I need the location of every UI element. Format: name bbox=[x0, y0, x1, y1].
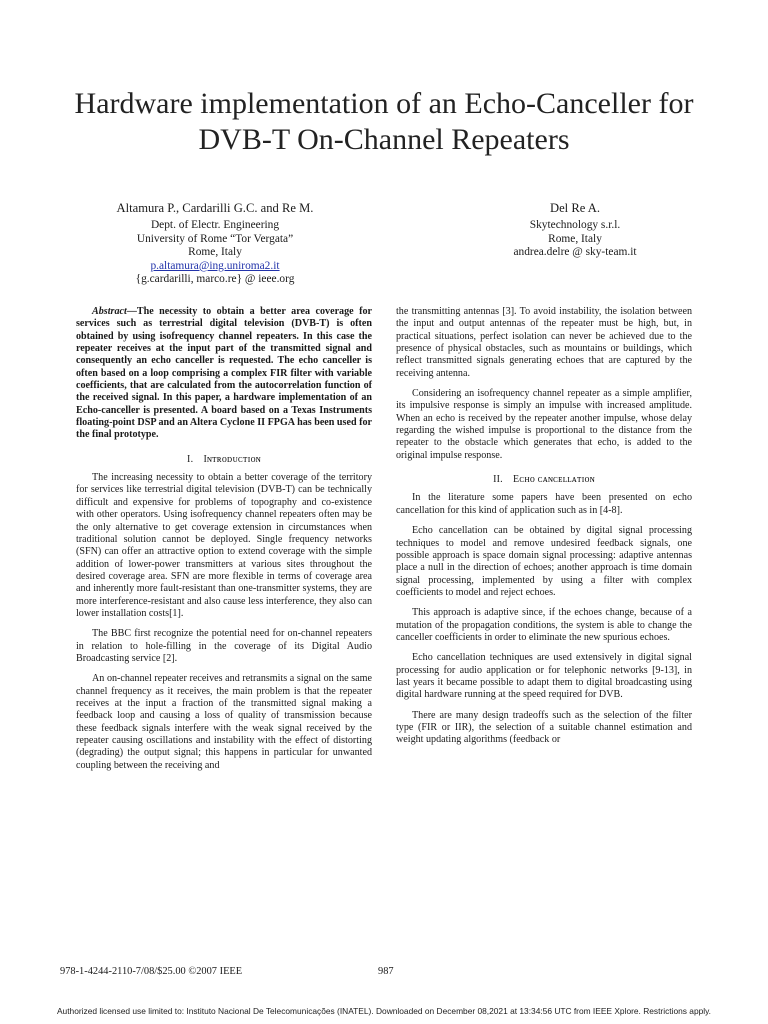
author-names: Altamura P., Cardarilli G.C. and Re M. bbox=[116, 201, 314, 215]
abstract-text: —The necessity to obtain a better area coverage for services such as terrestrial digital television (DVB-T) is often obtained by using isofrequency channel repeaters. In this case the repeater receives at the input part of the transmitted signal and consequently an echo canceller is requested. The echo canceller is often based on a loop comprising a complex FIR filter with variable coefficients, that are calculated from the autocorrelation function of the received signal. In this paper, a hardware implementation of an Echo-canceller is presented. A board based on a Texas Instruments floating-point DSP and an Altera Cyclone II FPGA has been used for the final prototype. bbox=[76, 306, 372, 441]
author-affiliation-city: Rome, Italy bbox=[188, 246, 242, 259]
authorized-use-notice: Authorized licensed use limited to: Instituto Nacional De Telecomunicações (INATEL). Downloaded on December 08,2021 at 13:34:56 UTC from IEEE Xplore. Restrictions apply. bbox=[56, 1006, 712, 1016]
author-block-right bbox=[440, 200, 710, 260]
author-right-city: Rome, Italy bbox=[548, 232, 602, 245]
paragraph: Echo cancellation can be obtained by digital signal processing techniques to model and remove undesired feedback signals, one possible approach is space domain signal processing: adaptive antennas place a null in the direction of echoes; another approach is time domain signal processing, implemented by using a filter with complex coefficients to model and reject echoes. bbox=[396, 525, 692, 598]
abstract bbox=[76, 306, 372, 442]
author-block-left bbox=[80, 200, 350, 287]
paragraph: The BBC first recognize the potential need for on-channel repeaters in relation to hole-filling in the coverage of its Digital Audio Broadcasting service [2]. bbox=[76, 628, 372, 664]
paragraph: In the literature some papers have been presented on echo cancellation for this kind of application such as in [4-8]. bbox=[396, 492, 692, 516]
footer-copyright: 978-1-4244-2110-7/08/$25.00 ©2007 IEEE bbox=[60, 966, 243, 977]
author-email-link[interactable]: p.altamura@ing.uniroma2.it bbox=[150, 259, 280, 272]
author-right-company: Skytechnology s.r.l. bbox=[529, 219, 621, 231]
author-email-secondary: {g.cardarilli, marco.re} @ ieee.org bbox=[135, 273, 295, 286]
paragraph: There are many design tradeoffs such as the selection of the filter type (FIR or IIR), the selection of a suitable channel estimation and weight updating algorithms (feedback or bbox=[396, 709, 692, 746]
paragraph: The increasing necessity to obtain a better coverage of the territory for services like terrestrial digital television (DVB-T) can be technically difficult and expensive for problems of topography and co-existence with other operators. Using isofrequency channel repeaters often may be the only alternative to get coverage extension in circumstances when traditional solution cannot be deployed. Single frequency networks (SFN) can offer an attractive option to extend coverage with the simple addition of lower-power transmitters at various sites throughout the desired coverage area. SFN are more flexible in terms of coverage area and inherently more fault-resistant than one-transmitter systems, they are more interference-resistant and also cause less interference, they also can lower installation costs[1]. bbox=[76, 472, 372, 619]
section-heading-introduction: I. Iɴᴛʀᴏᴅᴜᴄᴛɪᴏɴ bbox=[187, 453, 261, 465]
paragraph: Echo cancellation techniques are used extensively in digital signal processing for audio application or for telephonic networks [9-13], in last years it became possible to adapt them to digital broadcasting using digital hardware running at the speed required for DVB. bbox=[396, 652, 692, 701]
abstract-label: Abstract bbox=[92, 306, 127, 317]
author-affiliation-dept: Dept. of Electr. Engineering bbox=[150, 219, 280, 231]
page-number: 987 bbox=[378, 966, 394, 977]
author-right-email: andrea.delre @ sky-team.it bbox=[513, 246, 637, 259]
paragraph: Considering an isofrequency channel repeater as a simple amplifier, its impulsive response is simply an impulse with increased amplitude. When an echo is received by the repeater another impulse, whose delay regarding the wished impulse is proportional to the distance from the repeater to the obstacle which generates that echo, is added to the original impulse response. bbox=[396, 388, 692, 461]
paragraph: This approach is adaptive since, if the echoes change, because of a mutation of the propagation conditions, the system is able to change the canceller coefficients in order to eliminate the new spurious echoes. bbox=[396, 607, 692, 643]
author-name-right: Del Re A. bbox=[549, 201, 601, 215]
paragraph: An on-channel repeater receives and retransmits a signal on the same channel frequency as it receives, the main problem is that the repeater receives at the input a fraction of the transmitted signal making a feedback loop and causing a loss of quality of transmission because these feedback signals interfere with the weak signal received by the repeater causing oscillations and instability with the effect of distorting (degrading) the output signal; this happens in particular for unwanted coupling between the receiving and bbox=[76, 673, 372, 771]
author-affiliation-university: University of Rome “Tor Vergata” bbox=[136, 232, 294, 245]
right-column bbox=[396, 306, 692, 755]
paper-title: Hardware implementation of an Echo-Canceller for DVB-T On-Channel Repeaters bbox=[74, 87, 694, 156]
left-column bbox=[76, 306, 372, 780]
section-heading-echo-cancellation: II. Eᴄʜᴏ ᴄᴀɴᴄᴇʟʟᴀᴛɪᴏɴ bbox=[493, 474, 595, 486]
paragraph: the transmitting antennas [3]. To avoid instability, the isolation between the input and output antennas of the repeater must be high, but, in practical situations, perfect isolation can never be achieved due to the presence of physical obstacles, such as mountains or buildings, which reflect transmitted signals generating echoes that are captured by the receiving antenna. bbox=[396, 306, 692, 379]
